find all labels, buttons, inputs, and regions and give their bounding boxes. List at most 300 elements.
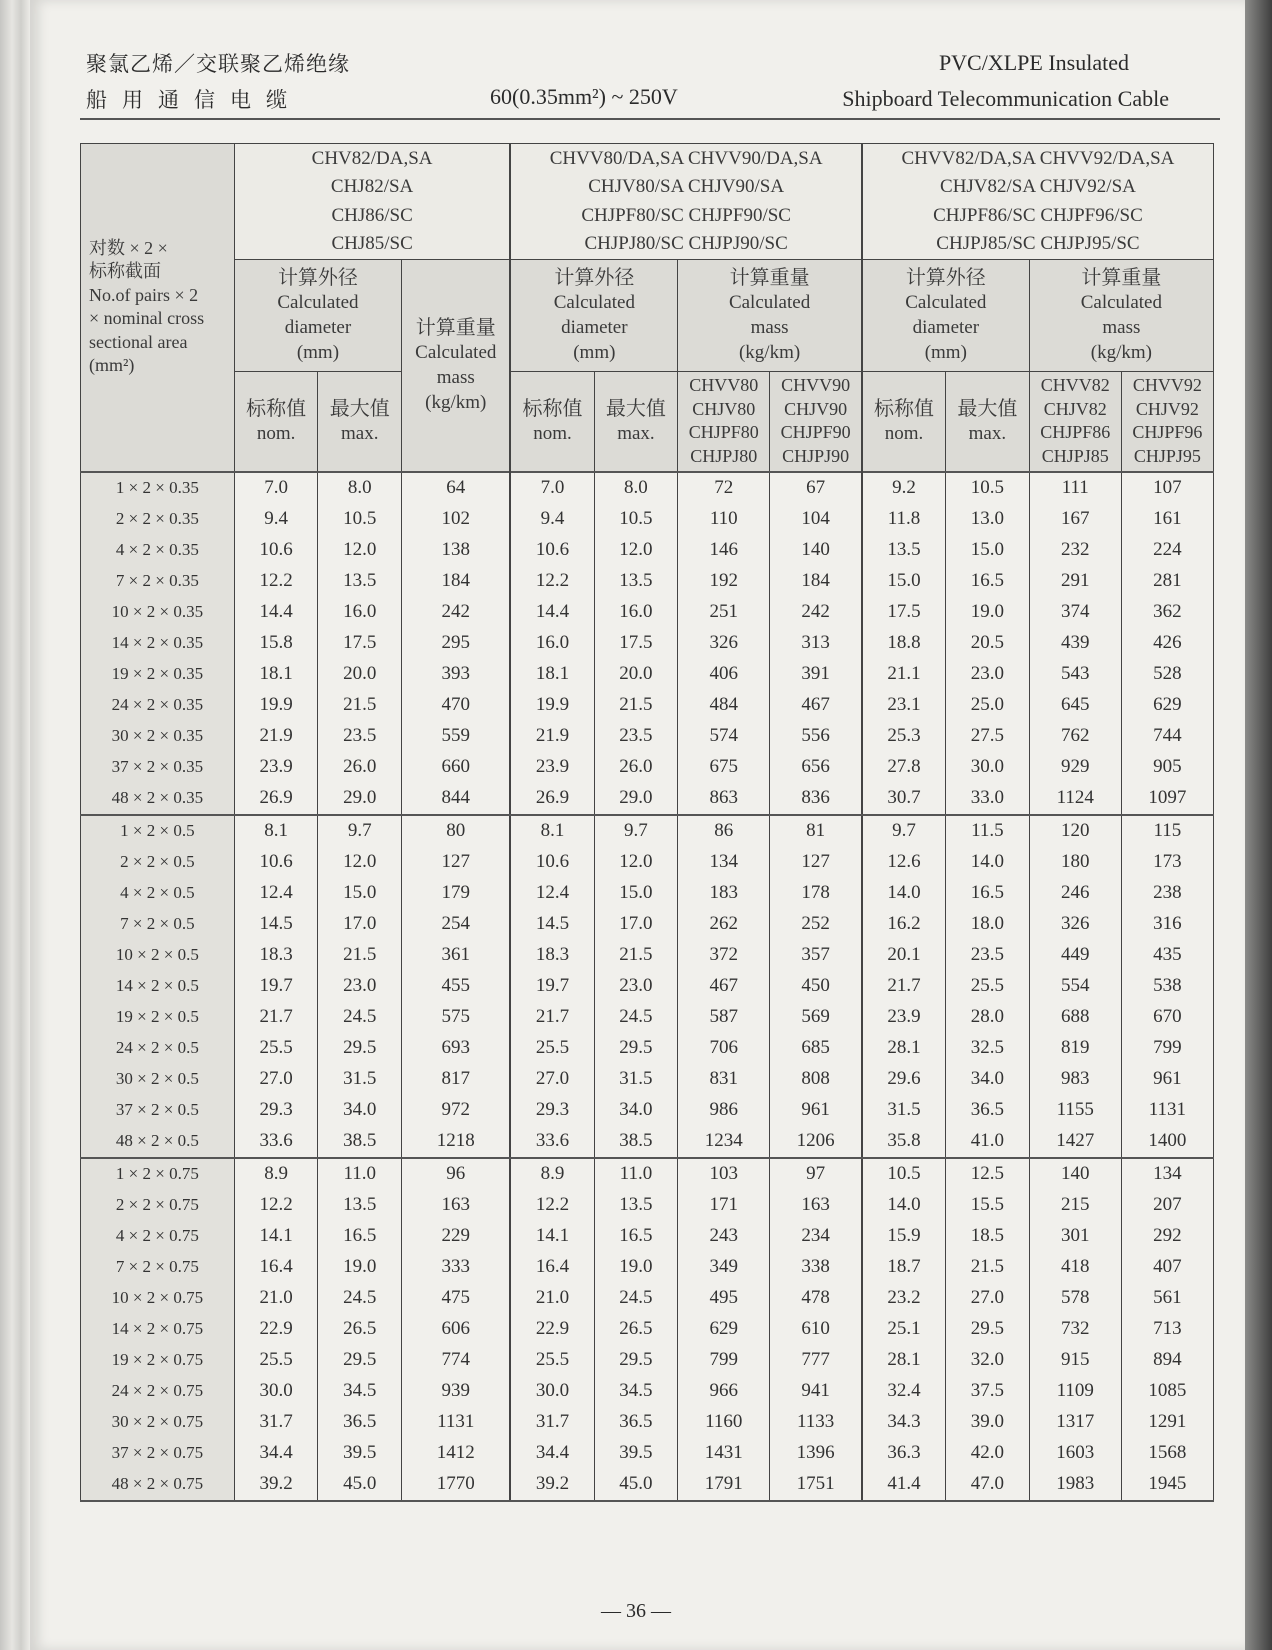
- value-cell: 16.5: [946, 566, 1030, 597]
- value-cell: 36.5: [946, 1095, 1030, 1126]
- value-cell: 844: [402, 783, 511, 815]
- row-label-cell: 19 × 2 × 0.75: [81, 1345, 235, 1376]
- value-cell: 16.5: [594, 1221, 678, 1252]
- value-cell: 104: [770, 504, 862, 535]
- value-cell: 475: [402, 1283, 511, 1314]
- value-cell: 72: [678, 472, 770, 504]
- value-cell: 23.0: [318, 971, 402, 1002]
- value-cell: 229: [402, 1221, 511, 1252]
- value-cell: 21.5: [946, 1252, 1030, 1283]
- group-b-mass-header: [678, 260, 862, 372]
- row-label-cell: 37 × 2 × 0.5: [81, 1095, 235, 1126]
- row-label-cell: 4 × 2 × 0.35: [81, 535, 235, 566]
- value-cell: 18.3: [510, 940, 594, 971]
- value-cell: 961: [1121, 1064, 1213, 1095]
- row-label-cell: 37 × 2 × 0.35: [81, 752, 235, 783]
- header-en: nom.: [256, 422, 296, 444]
- model-line: CHVV80/DA,SA CHVV90/DA,SA: [549, 147, 823, 169]
- group-c-mass-header: [1029, 260, 1213, 372]
- value-cell: 831: [678, 1064, 770, 1095]
- value-cell: 34.5: [318, 1376, 402, 1407]
- page-number: — 36 —: [601, 1600, 671, 1622]
- row-label-cell: 24 × 2 × 0.75: [81, 1376, 235, 1407]
- value-cell: 295: [402, 628, 511, 659]
- header-rule: [80, 118, 1220, 120]
- row-label-cell: 2 × 2 × 0.75: [81, 1190, 235, 1221]
- header-en: Calculated: [553, 292, 635, 314]
- table-row: [81, 504, 1214, 535]
- value-cell: 24.5: [594, 1002, 678, 1033]
- sub-model: CHJV90: [784, 398, 848, 419]
- cable-spec-table: [80, 143, 1214, 1502]
- value-cell: 817: [402, 1064, 511, 1095]
- value-cell: 986: [678, 1095, 770, 1126]
- row-label-cell: 14 × 2 × 0.35: [81, 628, 235, 659]
- value-cell: 29.3: [510, 1095, 594, 1126]
- value-cell: 27.0: [946, 1283, 1030, 1314]
- value-cell: 449: [1029, 940, 1121, 971]
- value-cell: 41.4: [862, 1469, 946, 1501]
- value-cell: 470: [402, 690, 511, 721]
- value-cell: 1160: [678, 1407, 770, 1438]
- value-cell: 47.0: [946, 1469, 1030, 1501]
- sub-model: CHVV92: [1132, 375, 1202, 396]
- value-cell: 21.0: [510, 1283, 594, 1314]
- value-cell: 207: [1121, 1190, 1213, 1221]
- value-cell: 13.5: [594, 1190, 678, 1221]
- nom-header: [510, 372, 594, 472]
- row-label-cell: 2 × 2 × 0.5: [81, 847, 235, 878]
- sub-model: CHJPJ95: [1133, 445, 1201, 466]
- value-cell: 16.2: [862, 909, 946, 940]
- value-cell: 12.6: [862, 847, 946, 878]
- value-cell: 102: [402, 504, 511, 535]
- value-cell: 23.1: [862, 690, 946, 721]
- model-line: CHJV80/SA CHJV90/SA: [588, 176, 785, 197]
- value-cell: 33.0: [946, 783, 1030, 815]
- row-label-cell: 30 × 2 × 0.75: [81, 1407, 235, 1438]
- header-unit: (kg/km): [1090, 341, 1152, 363]
- header-cn: 最大值: [605, 397, 666, 420]
- header-en: diameter: [561, 317, 628, 339]
- value-cell: 180: [1029, 847, 1121, 878]
- value-cell: 37.5: [946, 1376, 1030, 1407]
- table-row: [81, 1190, 1214, 1221]
- table-row: [81, 1064, 1214, 1095]
- table-row: [81, 1126, 1214, 1158]
- value-cell: 14.0: [862, 878, 946, 909]
- value-cell: 80: [402, 815, 511, 847]
- sub-model: CHVV80: [689, 375, 759, 396]
- table-row: [81, 1283, 1214, 1314]
- value-cell: 167: [1029, 504, 1121, 535]
- value-cell: 14.0: [946, 847, 1030, 878]
- value-cell: 17.5: [862, 597, 946, 628]
- value-cell: 12.0: [594, 847, 678, 878]
- value-cell: 966: [678, 1376, 770, 1407]
- row-label-cell: 10 × 2 × 0.35: [81, 597, 235, 628]
- value-cell: 26.9: [510, 783, 594, 815]
- value-cell: 26.5: [318, 1314, 402, 1345]
- value-cell: 656: [770, 752, 862, 783]
- value-cell: 8.0: [318, 472, 402, 504]
- table-row: [81, 1407, 1214, 1438]
- header-cn: 标称值: [246, 397, 307, 420]
- value-cell: 915: [1029, 1345, 1121, 1376]
- header-unit: (mm): [573, 341, 616, 363]
- value-cell: 22.9: [234, 1314, 318, 1345]
- value-cell: 18.1: [234, 659, 318, 690]
- value-cell: 25.5: [510, 1345, 594, 1376]
- value-cell: 455: [402, 971, 511, 1002]
- value-cell: 11.8: [862, 504, 946, 535]
- value-cell: 426: [1121, 628, 1213, 659]
- model-line: CHV82/DA,SA: [311, 147, 433, 169]
- group-a-mass-header: [402, 260, 511, 472]
- value-cell: 32.5: [946, 1033, 1030, 1064]
- value-cell: 31.5: [318, 1064, 402, 1095]
- value-cell: 10.5: [594, 504, 678, 535]
- value-cell: 10.6: [510, 535, 594, 566]
- value-cell: 34.0: [318, 1095, 402, 1126]
- value-cell: 670: [1121, 1002, 1213, 1033]
- value-cell: 14.0: [862, 1190, 946, 1221]
- header-cn: 最大值: [957, 397, 1018, 420]
- mass-subheader-b1: [678, 372, 770, 472]
- table-row: [81, 1002, 1214, 1033]
- value-cell: 21.5: [594, 940, 678, 971]
- value-cell: 29.0: [318, 783, 402, 815]
- value-cell: 41.0: [946, 1126, 1030, 1158]
- row-label-cell: 4 × 2 × 0.75: [81, 1221, 235, 1252]
- value-cell: 1791: [678, 1469, 770, 1501]
- value-cell: 20.0: [318, 659, 402, 690]
- value-cell: 18.5: [946, 1221, 1030, 1252]
- value-cell: 184: [402, 566, 511, 597]
- value-cell: 16.4: [234, 1252, 318, 1283]
- value-cell: 38.5: [594, 1126, 678, 1158]
- value-cell: 16.0: [594, 597, 678, 628]
- table-row: [81, 1158, 1214, 1190]
- model-line: CHJPJ80/SC CHJPJ90/SC: [584, 233, 788, 254]
- value-cell: 110: [678, 504, 770, 535]
- value-cell: 808: [770, 1064, 862, 1095]
- value-cell: 111: [1029, 472, 1121, 504]
- row-label-cell: 48 × 2 × 0.75: [81, 1469, 235, 1501]
- value-cell: 173: [1121, 847, 1213, 878]
- value-cell: 439: [1029, 628, 1121, 659]
- value-cell: 25.5: [946, 971, 1030, 1002]
- value-cell: 10.5: [946, 472, 1030, 504]
- model-line: CHVV82/DA,SA CHVV92/DA,SA: [901, 147, 1175, 169]
- value-cell: 36.5: [318, 1407, 402, 1438]
- value-cell: 8.1: [234, 815, 318, 847]
- header-en: mass: [750, 317, 789, 339]
- value-cell: 393: [402, 659, 511, 690]
- header-en: mass: [1102, 317, 1141, 339]
- value-cell: 127: [402, 847, 511, 878]
- value-cell: 799: [678, 1345, 770, 1376]
- value-cell: 338: [770, 1252, 862, 1283]
- value-cell: 1124: [1029, 783, 1121, 815]
- model-line: CHJ86/SC: [331, 204, 413, 226]
- value-cell: 12.2: [234, 1190, 318, 1221]
- max-header: [946, 372, 1030, 472]
- value-cell: 27.8: [862, 752, 946, 783]
- value-cell: 19.0: [946, 597, 1030, 628]
- value-cell: 1291: [1121, 1407, 1213, 1438]
- value-cell: 21.7: [510, 1002, 594, 1033]
- value-cell: 171: [678, 1190, 770, 1221]
- value-cell: 242: [770, 597, 862, 628]
- group-c-models: [862, 144, 1214, 260]
- value-cell: 179: [402, 878, 511, 909]
- value-cell: 819: [1029, 1033, 1121, 1064]
- value-cell: 777: [770, 1345, 862, 1376]
- value-cell: 1568: [1121, 1438, 1213, 1469]
- table-row: [81, 535, 1214, 566]
- value-cell: 357: [770, 940, 862, 971]
- value-cell: 36.5: [594, 1407, 678, 1438]
- mass-subheader-b2: [770, 372, 862, 472]
- header-voltage-rating: 60(0.35mm²) ~ 250V: [490, 84, 678, 109]
- value-cell: 372: [678, 940, 770, 971]
- corner-line: 对数 × 2 ×: [89, 238, 168, 259]
- value-cell: 20.0: [594, 659, 678, 690]
- value-cell: 21.9: [510, 721, 594, 752]
- value-cell: 12.2: [510, 566, 594, 597]
- value-cell: 9.7: [862, 815, 946, 847]
- value-cell: 374: [1029, 597, 1121, 628]
- value-cell: 12.4: [234, 878, 318, 909]
- value-cell: 24.5: [318, 1283, 402, 1314]
- value-cell: 326: [678, 628, 770, 659]
- model-line: CHJPJ85/SC CHJPJ95/SC: [936, 233, 1140, 254]
- value-cell: 11.0: [318, 1158, 402, 1190]
- value-cell: 693: [402, 1033, 511, 1064]
- value-cell: 15.0: [946, 535, 1030, 566]
- value-cell: 15.0: [594, 878, 678, 909]
- header-en: mass: [436, 366, 475, 388]
- header-unit: (mm): [924, 341, 967, 363]
- header-en: max.: [617, 422, 655, 444]
- value-cell: 301: [1029, 1221, 1121, 1252]
- value-cell: 31.5: [862, 1095, 946, 1126]
- value-cell: 16.5: [946, 878, 1030, 909]
- value-cell: 243: [678, 1221, 770, 1252]
- value-cell: 20.5: [946, 628, 1030, 659]
- table-row: [81, 1033, 1214, 1064]
- table-row: [81, 1438, 1214, 1469]
- value-cell: 81: [770, 815, 862, 847]
- value-cell: 29.5: [946, 1314, 1030, 1345]
- value-cell: 14.1: [510, 1221, 594, 1252]
- value-cell: 23.9: [234, 752, 318, 783]
- header-cn: 计算重量: [729, 267, 810, 290]
- table-body: [81, 472, 1214, 1501]
- value-cell: 232: [1029, 535, 1121, 566]
- value-cell: 17.5: [594, 628, 678, 659]
- model-line: CHJV82/SA CHJV92/SA: [940, 176, 1136, 197]
- header-cn: 标称值: [522, 397, 583, 420]
- value-cell: 252: [770, 909, 862, 940]
- value-cell: 10.5: [862, 1158, 946, 1190]
- value-cell: 484: [678, 690, 770, 721]
- value-cell: 24.5: [318, 1002, 402, 1033]
- group-c-diameter-header: [862, 260, 1029, 372]
- value-cell: 291: [1029, 566, 1121, 597]
- value-cell: 262: [678, 909, 770, 940]
- value-cell: 251: [678, 597, 770, 628]
- header-cn: 最大值: [329, 397, 390, 420]
- table-row: [81, 783, 1214, 815]
- value-cell: 29.5: [594, 1345, 678, 1376]
- corner-line: sectional area: [89, 331, 188, 352]
- value-cell: 107: [1121, 472, 1213, 504]
- value-cell: 19.9: [510, 690, 594, 721]
- value-cell: 10.5: [318, 504, 402, 535]
- value-cell: 569: [770, 1002, 862, 1033]
- value-cell: 450: [770, 971, 862, 1002]
- header-cn: 计算外径: [905, 267, 986, 290]
- value-cell: 313: [770, 628, 862, 659]
- value-cell: 1109: [1029, 1376, 1121, 1407]
- value-cell: 39.5: [318, 1438, 402, 1469]
- value-cell: 10.6: [234, 535, 318, 566]
- value-cell: 96: [402, 1158, 511, 1190]
- value-cell: 23.9: [510, 752, 594, 783]
- value-cell: 905: [1121, 752, 1213, 783]
- value-cell: 941: [770, 1376, 862, 1407]
- value-cell: 587: [678, 1002, 770, 1033]
- value-cell: 349: [678, 1252, 770, 1283]
- value-cell: 27.0: [234, 1064, 318, 1095]
- value-cell: 13.5: [318, 1190, 402, 1221]
- header-title-en-line1: PVC/XLPE Insulated: [938, 50, 1129, 75]
- value-cell: 1396: [770, 1438, 862, 1469]
- table-corner-header: [81, 144, 235, 472]
- value-cell: 146: [678, 535, 770, 566]
- value-cell: 1155: [1029, 1095, 1121, 1126]
- header-en: Calculated: [1080, 292, 1162, 314]
- value-cell: 23.0: [946, 659, 1030, 690]
- value-cell: 406: [678, 659, 770, 690]
- value-cell: 326: [1029, 909, 1121, 940]
- value-cell: 1400: [1121, 1126, 1213, 1158]
- value-cell: 538: [1121, 971, 1213, 1002]
- value-cell: 559: [402, 721, 511, 752]
- table-row: [81, 1095, 1214, 1126]
- value-cell: 7.0: [234, 472, 318, 504]
- value-cell: 629: [1121, 690, 1213, 721]
- value-cell: 21.5: [594, 690, 678, 721]
- value-cell: 12.4: [510, 878, 594, 909]
- table-row: [81, 1221, 1214, 1252]
- value-cell: 1317: [1029, 1407, 1121, 1438]
- value-cell: 34.4: [510, 1438, 594, 1469]
- group-b-models: [510, 144, 861, 260]
- value-cell: 762: [1029, 721, 1121, 752]
- header-unit: (kg/km): [738, 341, 801, 363]
- sub-model: CHJPF80: [688, 422, 759, 443]
- value-cell: 67: [770, 472, 862, 504]
- nom-header: [234, 372, 318, 472]
- value-cell: 629: [678, 1314, 770, 1345]
- table-row: [81, 690, 1214, 721]
- value-cell: 478: [770, 1283, 862, 1314]
- value-cell: 836: [770, 783, 862, 815]
- value-cell: 688: [1029, 1002, 1121, 1033]
- value-cell: 27.0: [510, 1064, 594, 1095]
- group-a-models: [234, 144, 510, 260]
- value-cell: 12.2: [510, 1190, 594, 1221]
- value-cell: 254: [402, 909, 511, 940]
- value-cell: 333: [402, 1252, 511, 1283]
- sub-model: CHJPJ85: [1041, 445, 1109, 466]
- value-cell: 713: [1121, 1314, 1213, 1345]
- value-cell: 246: [1029, 878, 1121, 909]
- header-en: Calculated: [905, 292, 987, 314]
- value-cell: 38.5: [318, 1126, 402, 1158]
- row-label-cell: 1 × 2 × 0.75: [81, 1158, 235, 1190]
- value-cell: 939: [402, 1376, 511, 1407]
- value-cell: 21.7: [862, 971, 946, 1002]
- value-cell: 407: [1121, 1252, 1213, 1283]
- value-cell: 39.2: [510, 1469, 594, 1501]
- value-cell: 15.0: [862, 566, 946, 597]
- value-cell: 19.0: [594, 1252, 678, 1283]
- value-cell: 35.8: [862, 1126, 946, 1158]
- value-cell: 894: [1121, 1345, 1213, 1376]
- value-cell: 64: [402, 472, 511, 504]
- value-cell: 1770: [402, 1469, 511, 1501]
- header-en: max.: [341, 422, 379, 444]
- value-cell: 1412: [402, 1438, 511, 1469]
- value-cell: 961: [770, 1095, 862, 1126]
- value-cell: 21.1: [862, 659, 946, 690]
- value-cell: 774: [402, 1345, 511, 1376]
- value-cell: 1097: [1121, 783, 1213, 815]
- value-cell: 26.5: [594, 1314, 678, 1345]
- header-unit: (kg/km): [425, 391, 487, 413]
- value-cell: 645: [1029, 690, 1121, 721]
- value-cell: 32.0: [946, 1345, 1030, 1376]
- value-cell: 32.4: [862, 1376, 946, 1407]
- value-cell: 16.4: [510, 1252, 594, 1283]
- value-cell: 238: [1121, 878, 1213, 909]
- value-cell: 14.4: [510, 597, 594, 628]
- value-cell: 39.0: [946, 1407, 1030, 1438]
- table-row: [81, 659, 1214, 690]
- value-cell: 19.7: [234, 971, 318, 1002]
- value-cell: 224: [1121, 535, 1213, 566]
- row-label-cell: 10 × 2 × 0.5: [81, 940, 235, 971]
- value-cell: 25.5: [234, 1033, 318, 1064]
- max-header: [318, 372, 402, 472]
- value-cell: 1945: [1121, 1469, 1213, 1501]
- row-label-cell: 7 × 2 × 0.75: [81, 1252, 235, 1283]
- value-cell: 17.0: [318, 909, 402, 940]
- value-cell: 528: [1121, 659, 1213, 690]
- value-cell: 1131: [402, 1407, 511, 1438]
- value-cell: 21.7: [234, 1002, 318, 1033]
- value-cell: 16.0: [318, 597, 402, 628]
- corner-line: No.of pairs × 2: [89, 284, 199, 305]
- max-header: [594, 372, 678, 472]
- group-b-diameter-header: [510, 260, 677, 372]
- row-label-cell: 14 × 2 × 0.75: [81, 1314, 235, 1345]
- value-cell: 34.0: [594, 1095, 678, 1126]
